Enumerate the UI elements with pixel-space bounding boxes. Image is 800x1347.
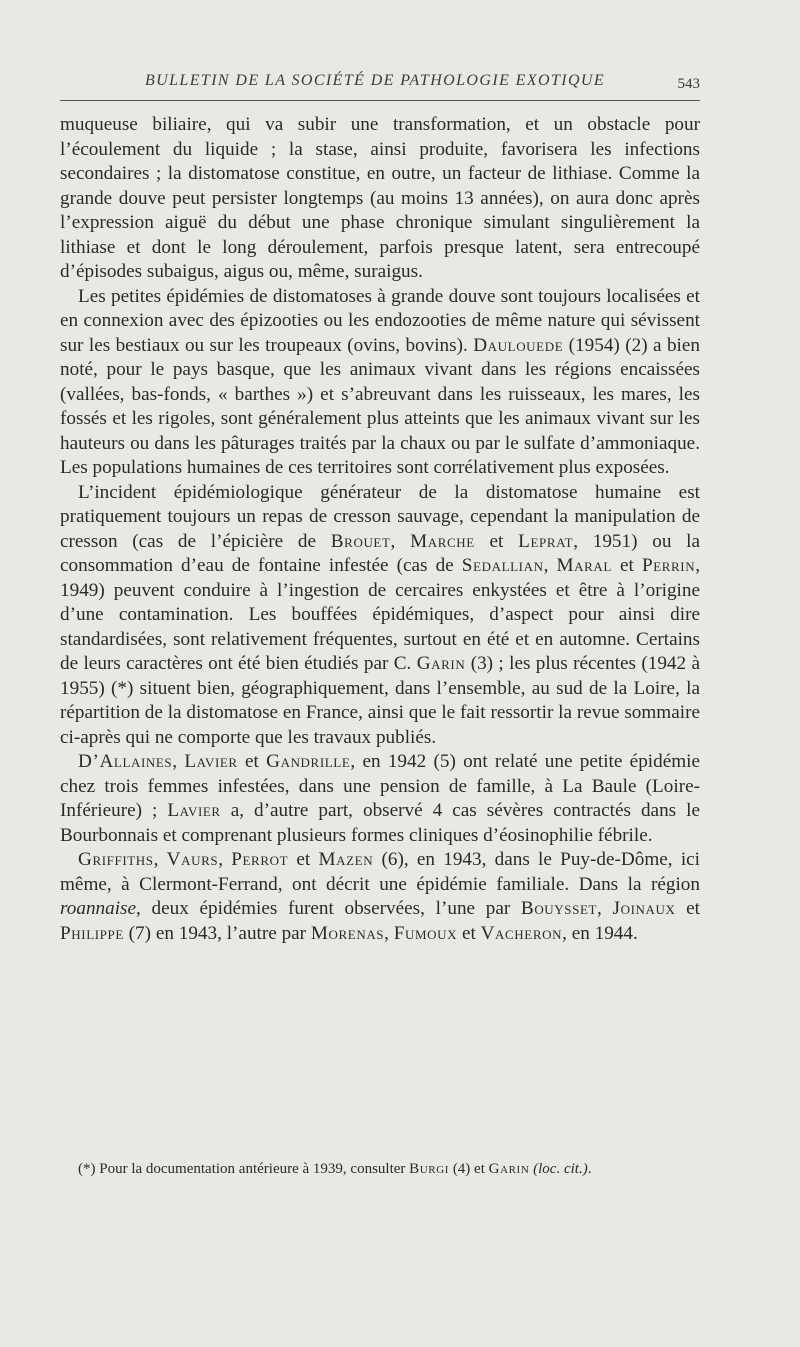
text-run: . <box>587 1161 592 1177</box>
paragraph-5 <box>60 848 700 946</box>
text-run: , <box>153 849 167 870</box>
author-name: Perrot <box>231 849 289 870</box>
author-name: Marche <box>410 530 475 552</box>
text-run: L’incident épidémiologique générateur de la distomatose humaine est pratiquement toujours un repas de cresson sauvage, cependant la manipulation de cresson (cas de l’épicière de <box>60 481 700 552</box>
paragraph-1: muqueuse biliaire, qui va subir une transformation, et un obstacle pour l’écoulement du liquide ; la stase, ainsi produite, favorisera les infections secondaires ; la distomatose constitue, en outre, un facteur de lithiase. Comme la grande douve peut persister longtemps (au moins 13 années), on aura donc après l’expression aiguë du début une phase chronique simulant singulièrement la lithiase et dont le long déroulement, parfois presque latent, sera entrecoupé d’épisodes subaigus, aigus ou, même, suraigus. <box>60 114 700 282</box>
text-run: , 1949) peuvent conduire à l’ingestion de cercaires enkystées et être à l’origine d’une contamination. Les bouffées épidémiques, d’aspect pour ainsi dire standardisées, sont relativement fréquentes, surtout en été et en automne. Certains de leurs caractères ont été bien étudiés par C. <box>60 555 701 674</box>
footnote-text <box>60 1159 700 1179</box>
text-run: , <box>597 898 613 919</box>
text-run: et <box>288 849 319 870</box>
author-name: Burgi <box>409 1161 450 1177</box>
footnote <box>60 1159 700 1179</box>
author-name: Maral <box>556 555 612 576</box>
author-name: Mazen <box>318 849 374 870</box>
author-name: Leprat <box>518 530 574 552</box>
author-name: Garin <box>488 1161 530 1177</box>
text-run: , en 1942 (5) ont relaté une petite épidémie chez trois femmes infestées, dans une pension de famille, à La Baule (Loire-Inférieure) ; <box>60 751 700 821</box>
text-run: (3) ; les plus récentes (1942 à 1955) (*) situent bien, géographiquement, dans l’ensemble, au sud de la Loire, la répartition de la distomatose en France, ainsi que le fait ressortir la revue sommaire ci-après qui ne comporte que les travaux publiés. <box>60 653 700 748</box>
italic-term: (loc. cit.) <box>533 1161 588 1177</box>
author-name: Griffiths <box>78 849 154 870</box>
paragraph-2 <box>60 285 700 481</box>
body-text <box>60 113 700 946</box>
author-name: Sedallian <box>461 555 544 576</box>
author-name: Bouysset <box>520 898 598 919</box>
author-name: Philippe <box>60 922 124 944</box>
author-name: Fumoux <box>393 922 458 944</box>
text-run: (4) et <box>449 1161 489 1177</box>
text-run: a, d’autre part, observé 4 cas sévères contractés dans le Bourbonnais et comprenant plusieurs formes cliniques d’éosinophilie fébrile. <box>60 800 700 846</box>
author-name: Perrin <box>641 555 696 576</box>
italic-term: roannaise <box>60 898 137 919</box>
text-run: (7) en 1943, l’autre par <box>123 922 311 944</box>
text-run: , <box>172 751 185 772</box>
running-header <box>60 72 700 102</box>
text-run: , en 1944. <box>562 922 638 944</box>
text-run: et <box>474 530 519 552</box>
text-run: (1954) (2) a bien noté, pour le pays basque, que les animaux vivant dans les régions encaissées (vallées, bas-fonds, « barthes ») et s’abreuvant dans les ruisseaux, les mares, les fossés et les rigoles, sont généralement plus atteints que les animaux vivant sur les hauteurs ou dans les pâturages traités par la chaux ou par le sulfate d’ammoniaque. Les populations humaines de ces territoires sont corrélativement plus exposées. <box>60 334 700 478</box>
text-run: , 1951) ou la consommation d’eau de fontaine infestée (cas de <box>60 530 700 576</box>
journal-title: BULLETIN DE LA SOCIÉTÉ DE PATHOLOGIE EXOTIQUE <box>145 72 606 89</box>
author-name: Brouet <box>330 530 391 552</box>
text-run: Les petites épidémies de distomatoses à grande douve sont toujours localisées et en connexion avec des épizooties ou les endozooties de même nature qui sévissent sur les bestiaux ou sur les troupeaux (ovins, bovins). <box>60 285 700 356</box>
text-run: , <box>543 555 557 576</box>
author-name: Lavier <box>184 751 238 772</box>
text-run: et <box>611 555 642 576</box>
text-run: et <box>237 751 267 772</box>
text-run: , <box>384 922 394 944</box>
author-name: D’Allaines <box>78 751 173 772</box>
author-name: Morenas <box>310 922 385 944</box>
author-name: Daulouede <box>473 334 564 356</box>
text-run: et <box>457 922 481 944</box>
author-name: Lavier <box>167 800 221 821</box>
text-run: , <box>390 530 411 552</box>
paragraph-3 <box>60 481 700 751</box>
author-name: Joinaux <box>612 898 676 919</box>
text-run: (*) Pour la documentation antérieure à 1939, consulter <box>78 1161 410 1177</box>
author-name: Garin <box>416 653 466 674</box>
header-rule <box>60 100 700 101</box>
author-name: Gandrille <box>266 751 351 772</box>
text-run: , deux épidémies furent observées, l’une par <box>136 898 521 919</box>
author-name: Vacheron <box>480 922 563 944</box>
author-name: Vaurs <box>166 849 219 870</box>
text-run: (6), en 1943, dans le Puy-de-Dôme, ici même, à Clermont-Ferrand, ont décrit une épidémie familiale. Dans la région <box>60 849 701 895</box>
text-run: , <box>218 849 232 870</box>
paragraph-4 <box>60 750 700 848</box>
page-number: 543 <box>677 76 700 92</box>
text-run: et <box>675 898 700 919</box>
